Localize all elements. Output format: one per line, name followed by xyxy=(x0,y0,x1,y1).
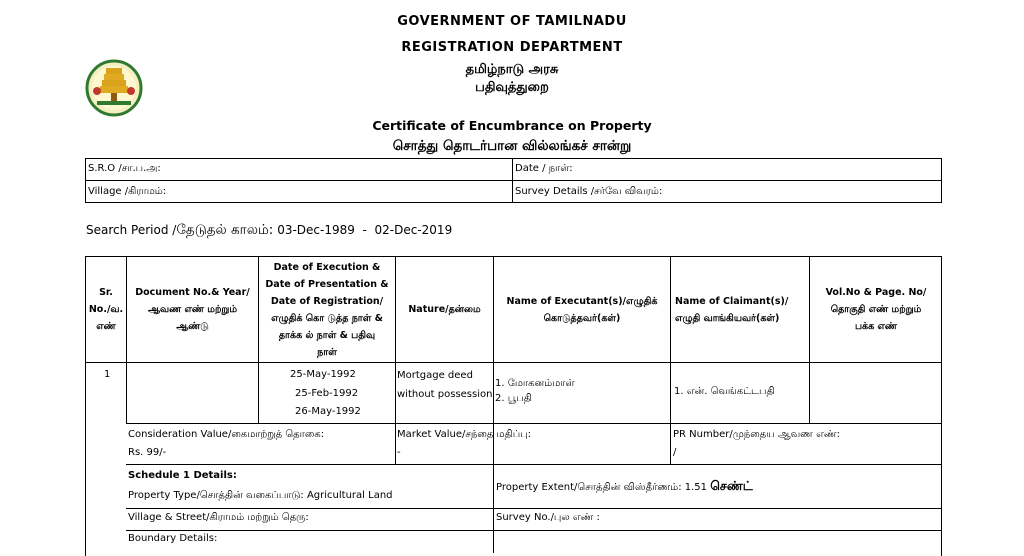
department-title: REGISTRATION DEPARTMENT xyxy=(401,40,623,55)
list-item: 1. மோகனம்மாள் xyxy=(495,378,575,389)
execution-date: 25-May-1992 xyxy=(290,369,356,380)
department-title-tamil: பதிவுத்துறை xyxy=(475,80,549,95)
header-volume: Vol.No & Page. No/ தொகுதி எண் மற்றும் பக்க எண் xyxy=(825,287,927,332)
row-sr-no: 1 xyxy=(104,369,111,380)
tamilnadu-emblem-icon xyxy=(85,58,143,118)
village-street-label: Village & Street/கிராமம் மற்றும் தெரு: xyxy=(128,512,309,523)
certificate-title: Certificate of Encumbrance on Property xyxy=(372,118,652,133)
search-period-label-tamil: தேடுதல் காலம்: xyxy=(176,222,274,238)
pr-number-value: / xyxy=(673,447,677,458)
search-to-date: 02-Dec-2019 xyxy=(374,223,453,237)
schedule-label: Schedule 1 Details: xyxy=(128,470,237,481)
village-label: Village /கிராமம்: xyxy=(88,186,167,197)
search-from-date: 03-Dec-1989 xyxy=(277,223,355,237)
boundary-label: Boundary Details: xyxy=(128,533,218,544)
list-item: 2. பூபதி xyxy=(495,393,532,404)
search-period-label: Search Period / xyxy=(86,223,177,237)
pr-number-label: PR Number/முந்தைய ஆவண எண்: xyxy=(673,429,840,440)
government-title: GOVERNMENT OF TAMILNADU xyxy=(397,14,627,29)
market-value-label: Market Value/சந்தை மதிப்பு: xyxy=(397,429,531,440)
registration-date: 26-May-1992 xyxy=(295,406,361,417)
header-nature: Nature/தன்மை xyxy=(408,304,481,315)
header-document-no: Document No.& Year/ ஆவண எண் மற்றும் ஆண்டு xyxy=(135,287,250,332)
list-item: 1. என். வெங்கட்டபதி xyxy=(674,386,775,397)
search-separator: - xyxy=(362,223,367,237)
consideration-value: Rs. 99/- xyxy=(128,447,167,458)
header-sr-no: Sr. No./வ. எண் xyxy=(88,287,124,332)
date-label: Date / நாள்: xyxy=(515,163,573,174)
nature-value: Mortgage deed without possession xyxy=(397,370,493,400)
certificate-title-tamil: சொத்து தொடர்பான வில்லங்கச் சான்று xyxy=(392,138,632,154)
property-extent: Property Extent/சொத்தின் விஸ்தீர்ணம்: 1.51 செண்ட் xyxy=(496,478,753,493)
header-dates: Date of Execution & Date of Presentation & Date of Registration/ எழுதிக் கொ டுத்த நாள் & தாக்க ல் நாள் & பதிவு நாள் xyxy=(265,261,389,358)
survey-details-label: Survey Details /சர்வே விவரம்: xyxy=(515,186,663,197)
sro-label: S.R.O /சா.ப.அ: xyxy=(88,163,161,174)
property-type: Property Type/சொத்தின் வகைப்பாடு: Agricultural Land xyxy=(128,490,393,501)
consideration-label: Consideration Value/கைமாற்றுத் தொகை: xyxy=(128,429,325,440)
market-value: - xyxy=(397,447,401,458)
claimant-list xyxy=(674,383,775,401)
executant-list xyxy=(495,376,575,406)
government-title-tamil: தமிழ்நாடு அரசு xyxy=(465,62,559,77)
header-claimant: Name of Claimant(s)/ எழுதி வாங்கியவர்(கள்) xyxy=(675,295,789,324)
header-executant: Name of Executant(s)/எழுதிக் கொடுத்தவர்(கள்) xyxy=(506,295,658,324)
presentation-date: 25-Feb-1992 xyxy=(295,388,359,399)
survey-no-label: Survey No./புல எண் : xyxy=(496,512,600,523)
search-period xyxy=(86,222,452,240)
